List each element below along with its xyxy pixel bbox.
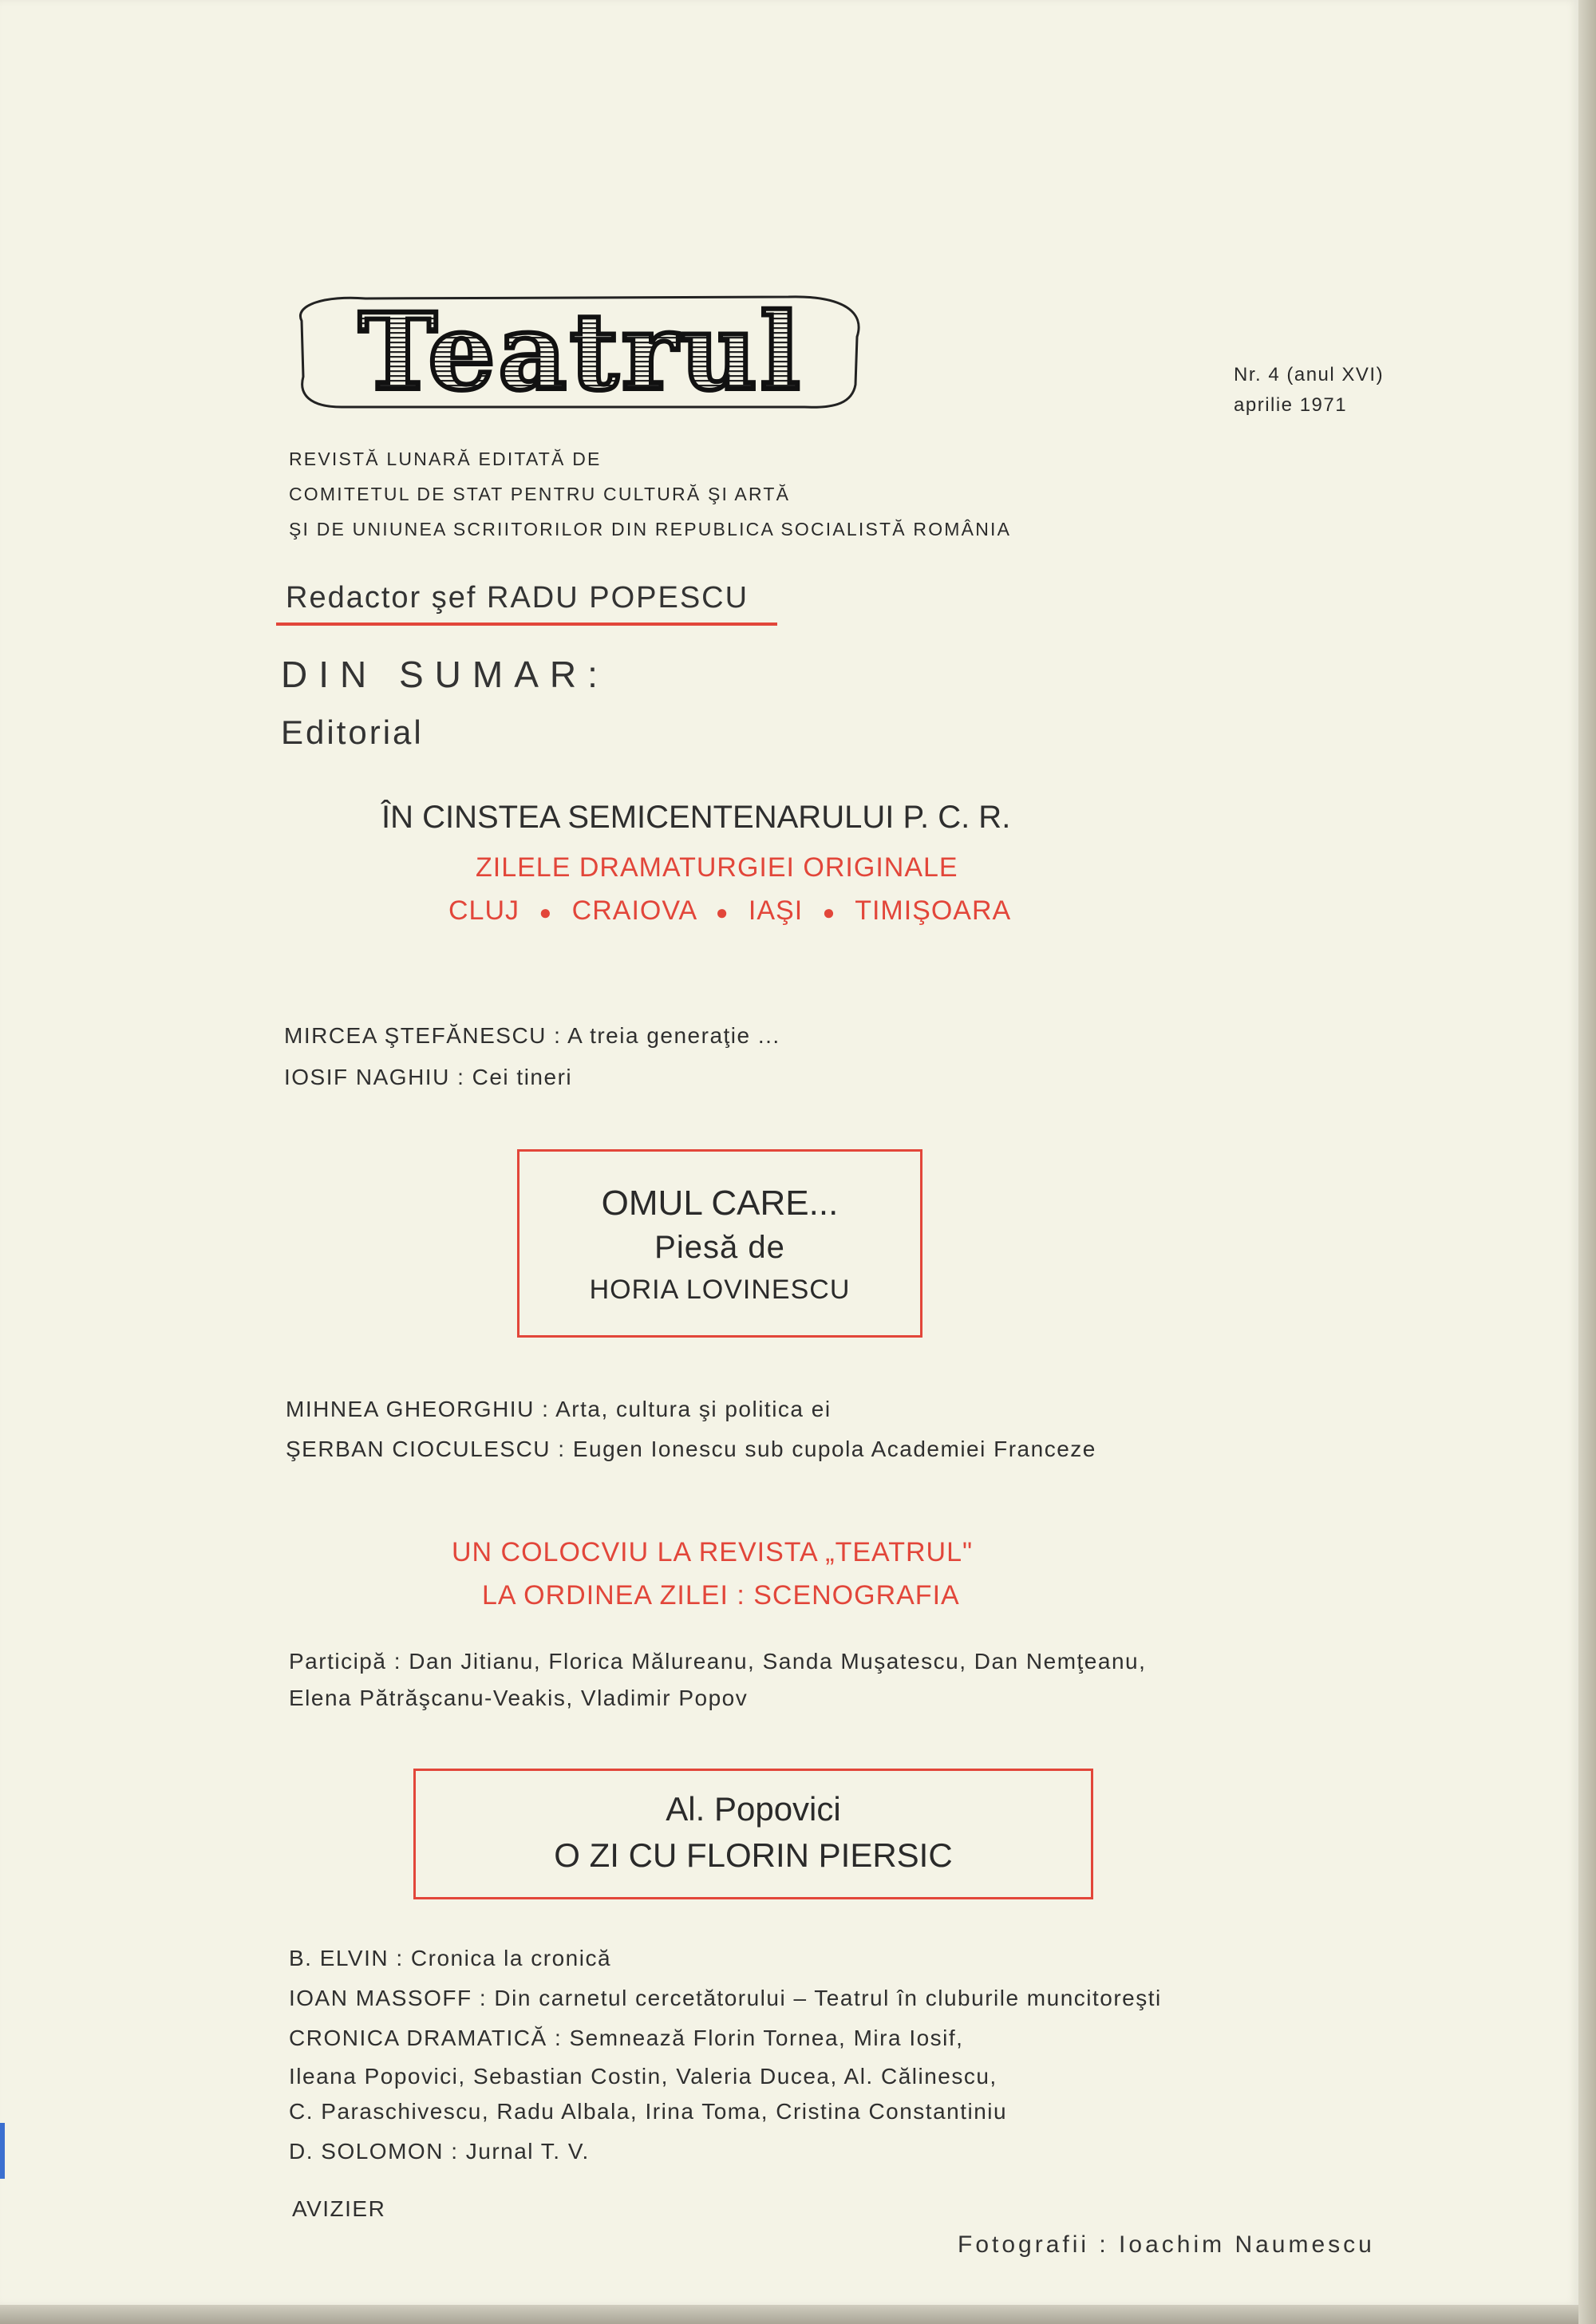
publisher-line-1: REVISTĂ LUNARĂ EDITATĂ DE: [289, 449, 602, 469]
teatrul-logo: [294, 289, 868, 410]
page-bottom-edge: [0, 2305, 1578, 2324]
page-edge: [1578, 0, 1596, 2324]
scan-mark: [0, 2123, 5, 2179]
bullet-icon: ●: [539, 900, 553, 924]
featured-play-box: [517, 1149, 922, 1338]
entry-cronica-2: Ileana Popovici, Sebastian Costin, Valeria Ducea, Al. Călinescu,: [289, 2064, 998, 2089]
summary-heading: DIN SUMAR:: [281, 654, 609, 695]
city-craiova: CRAIOVA: [571, 895, 697, 926]
article-title: O ZI CU FLORIN PIERSIC: [554, 1836, 953, 1874]
colloquium-title: UN COLOCVIU LA REVISTA „TEATRUL": [452, 1537, 974, 1567]
entry-gheorghiu: MIHNEA GHEORGHIU : Arta, cultura şi politica ei: [286, 1397, 832, 1421]
article-author: Al. Popovici: [666, 1790, 841, 1828]
play-author: HORIA LOVINESCU: [589, 1275, 851, 1305]
participants-line-1: Participă : Dan Jitianu, Florica Mălureanu, Sanda Muşatescu, Dan Nemţeanu,: [289, 1649, 1147, 1674]
photo-credit: Fotografii : Ioachim Naumescu: [958, 2231, 1375, 2258]
svg-text:Teatrul: Teatrul: [358, 290, 804, 410]
cities-line: [448, 895, 1011, 927]
publisher-line-2: COMITETUL DE STAT PENTRU CULTURĂ ŞI ARTĂ: [289, 484, 791, 504]
entry-naghiu: IOSIF NAGHIU : Cei tineri: [284, 1065, 573, 1089]
editor-rule: [276, 622, 777, 626]
bullet-icon: ●: [822, 900, 836, 924]
entry-avizier: AVIZIER: [292, 2196, 386, 2221]
entry-elvin: B. ELVIN : Cronica la cronică: [289, 1946, 612, 1970]
entry-massoff: IOAN MASSOFF : Din carnetul cercetătorului – Teatrul în cluburile muncitoreşti: [289, 1986, 1162, 2010]
honor-subtitle: ZILELE DRAMATURGIEI ORIGINALE: [476, 852, 958, 883]
bullet-icon: ●: [715, 900, 729, 924]
participants-line-2: Elena Pătrăşcanu-Veakis, Vladimir Popov: [289, 1686, 749, 1710]
entry-cronica-3: C. Paraschivescu, Radu Albala, Irina Toma, Cristina Constantiniu: [289, 2099, 1008, 2124]
play-title: OMUL CARE...: [601, 1184, 839, 1223]
play-subtitle: Piesă de: [654, 1230, 785, 1265]
honor-title: ÎN CINSTEA SEMICENTENARULUI P. C. R.: [381, 800, 1011, 835]
colloquium-subtitle: LA ORDINEA ZILEI : SCENOGRAFIA: [482, 1580, 960, 1611]
entry-stefanescu: MIRCEA ŞTEFĂNESCU : A treia generaţie ...: [284, 1023, 780, 1048]
city-cluj: CLUJ: [448, 895, 520, 926]
entry-cioculescu: ŞERBAN CIOCULESCU : Eugen Ionescu sub cupola Academiei Franceze: [286, 1437, 1096, 1461]
editor-in-chief: Redactor şef RADU POPESCU: [286, 581, 749, 615]
city-iasi: IAŞI: [748, 895, 804, 926]
entry-solomon: D. SOLOMON : Jurnal T. V.: [289, 2139, 590, 2164]
issue-date: aprilie 1971: [1234, 394, 1348, 416]
issue-number: Nr. 4 (anul XVI): [1234, 364, 1385, 385]
entry-cronica: CRONICA DRAMATICĂ : Semnează Florin Tornea, Mira Iosif,: [289, 2026, 964, 2050]
city-timisoara: TIMIŞOARA: [855, 895, 1012, 926]
featured-article-box: [413, 1769, 1093, 1899]
editorial-label: Editorial: [281, 713, 424, 751]
publisher-line-3: ŞI DE UNIUNEA SCRIITORILOR DIN REPUBLICA SOCIALISTĂ ROMÂNIA: [289, 519, 1012, 540]
